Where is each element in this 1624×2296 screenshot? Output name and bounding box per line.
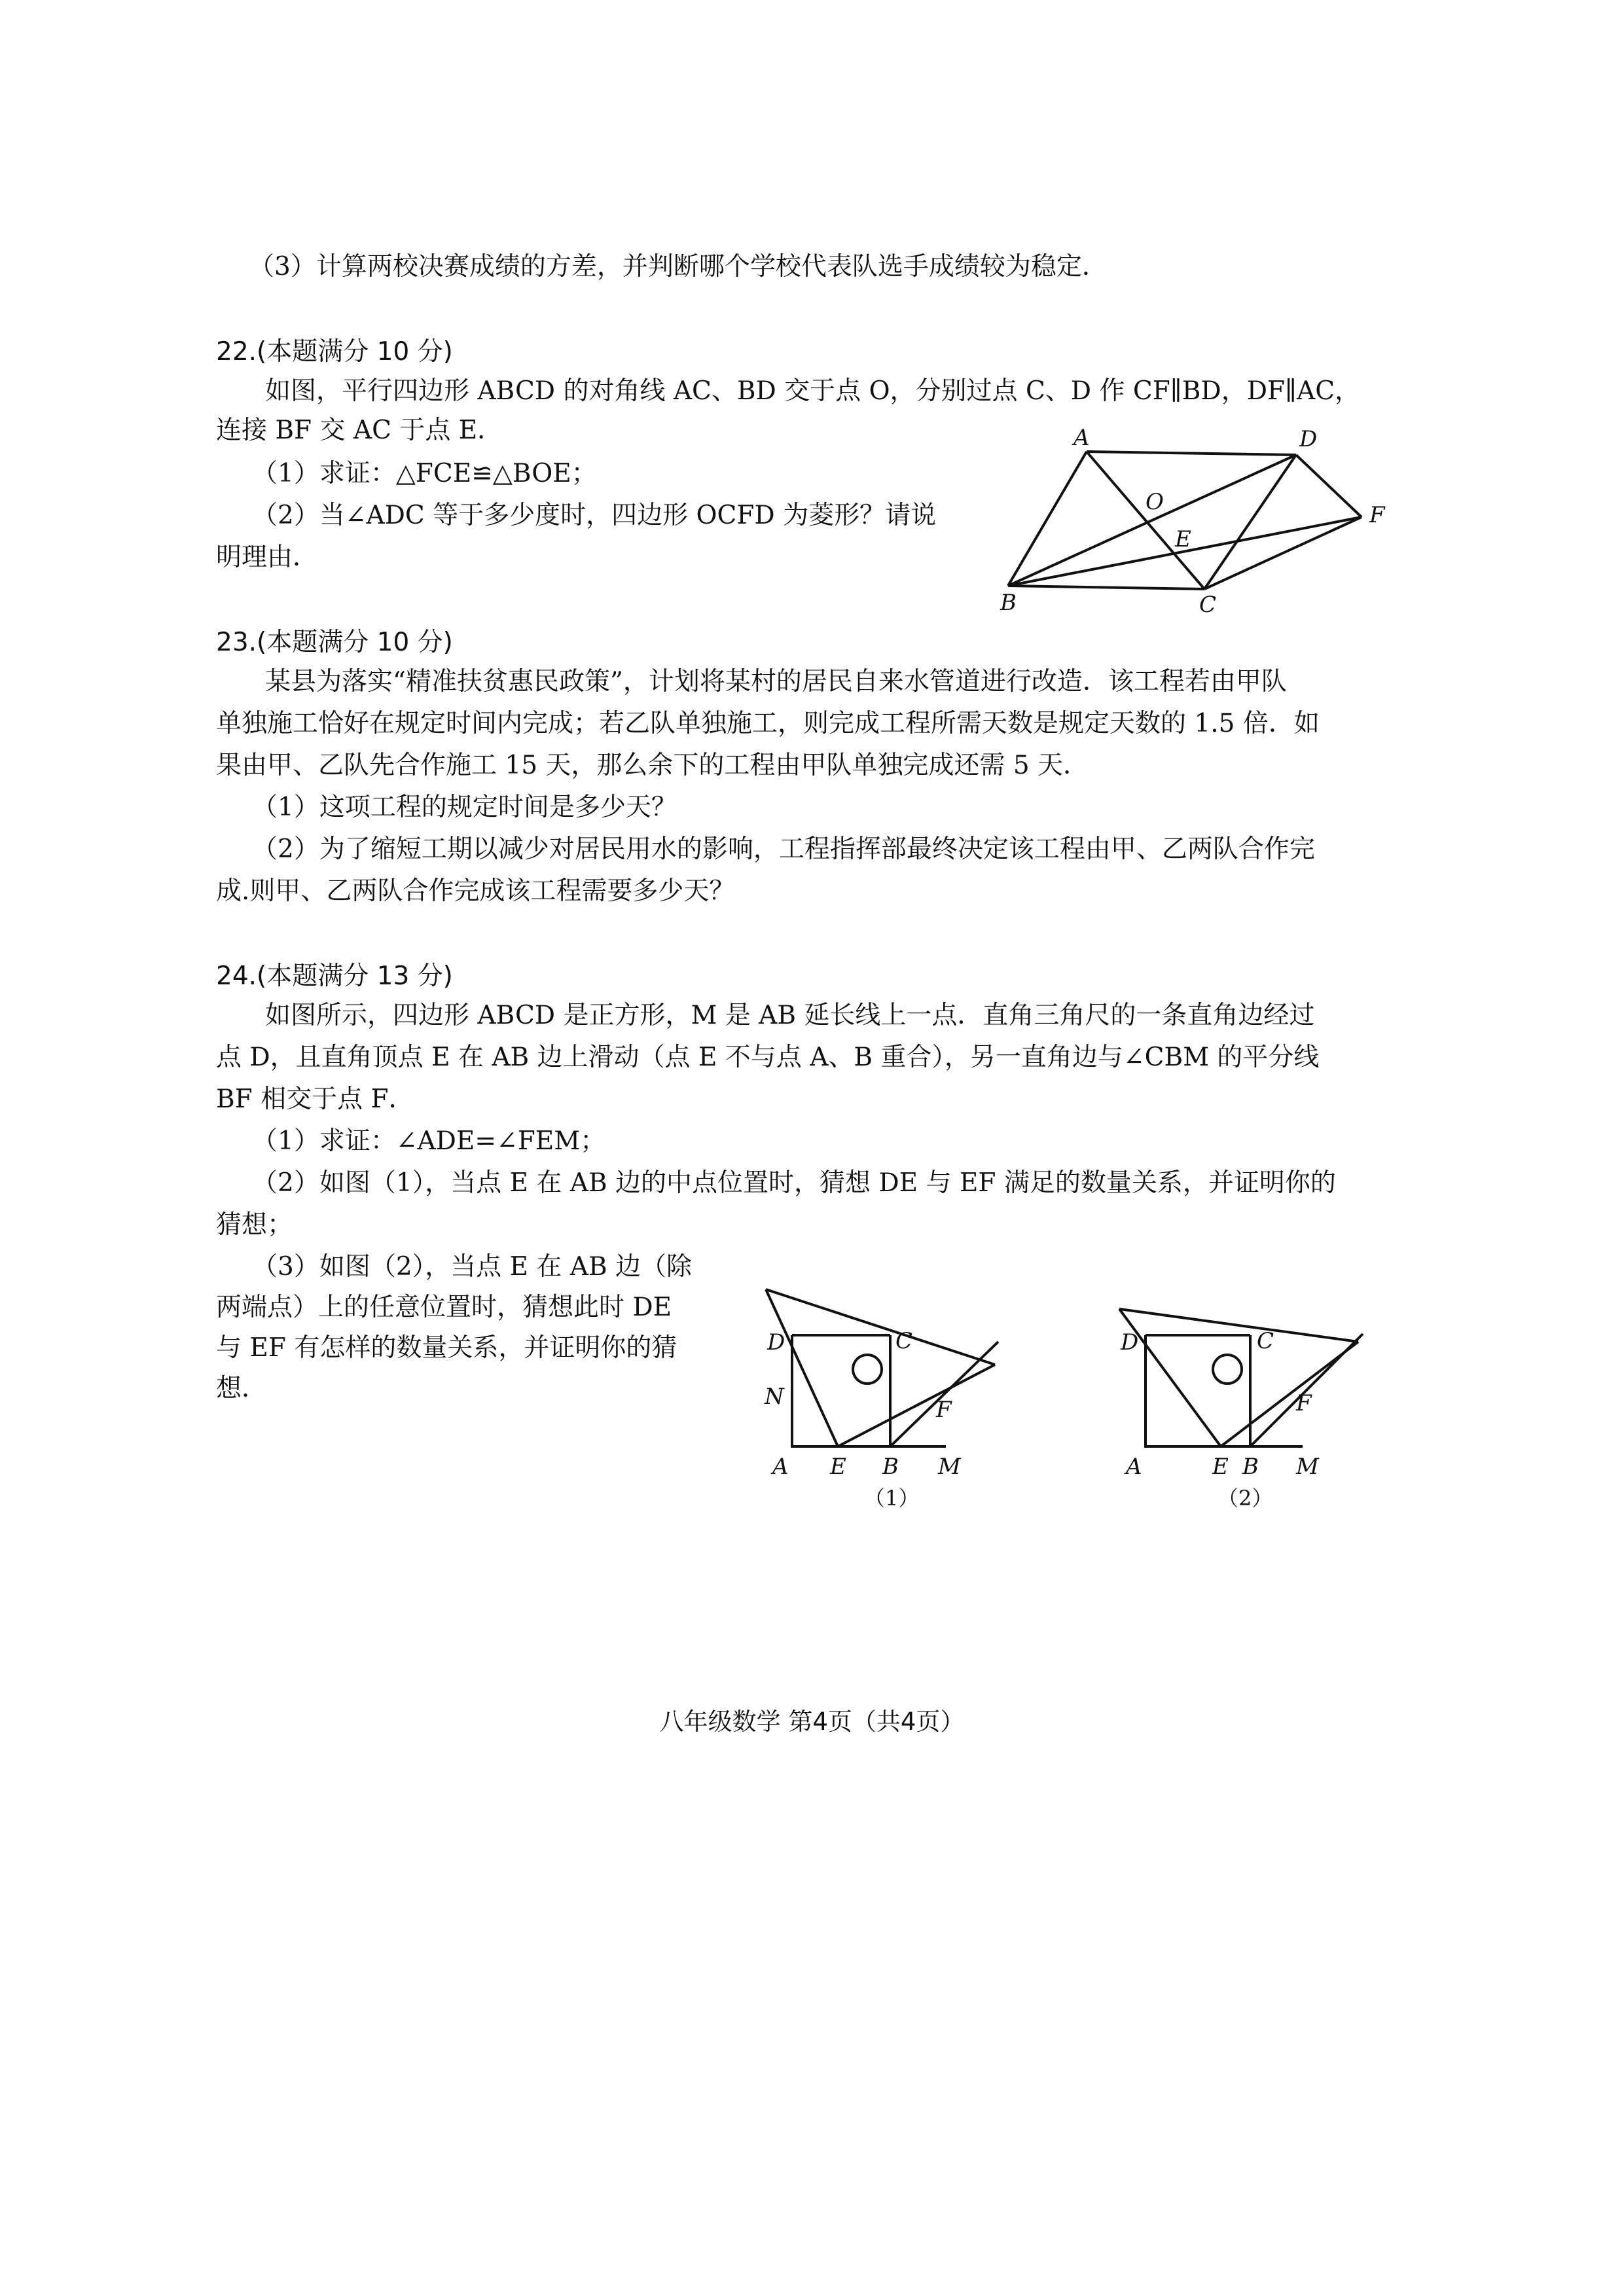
q24-stem-line2: 点 D，且直角顶点 E 在 AB 边上滑动（点 E 不与点 A、B 重合），另一直角边与∠CBM 的平分线 — [216, 1043, 1320, 1072]
q24-f1-label-N: N — [765, 1384, 784, 1410]
q24-f2-caption: （2） — [1218, 1486, 1273, 1511]
q21-part3: （3）计算两校决赛成绩的方差，并判断哪个学校代表队选手成绩较为稳定． — [249, 252, 1108, 281]
q24-figure-2 — [1106, 1276, 1381, 1525]
q23-part1: （1）这项工程的规定时间是多少天？ — [252, 793, 677, 822]
q24-f2-label-C: C — [1257, 1328, 1274, 1354]
q22-label-F: F — [1369, 502, 1385, 528]
q24-part2-line2: 猜想； — [216, 1210, 293, 1240]
q23-part2-line2: 成.则甲、乙两队合作完成该工程需要多少天？ — [216, 876, 735, 906]
q24-f1-label-F: F — [936, 1397, 952, 1423]
q22-stem-line1: 如图，平行四边形 ABCD 的对角线 AC、BD 交于点 O，分别过点 C、D 作 CF∥BD，DF∥AC， — [265, 376, 1361, 406]
q23-stem-line1: 某县为落实“精准扶贫惠民政策”，计划将某村的居民自来水管道进行改造．该工程若由甲队 — [265, 667, 1287, 696]
q24-f2-label-E: E — [1212, 1454, 1229, 1480]
q22-parallelogram-figure — [988, 419, 1407, 622]
q24-part2-line1: （2）如图（1），当点 E 在 AB 边的中点位置时，猜想 DE 与 EF 满足的数量关系，并证明你的 — [252, 1168, 1336, 1198]
q24-part1: （1）求证：∠ADE=∠FEM； — [252, 1126, 606, 1156]
q22-title: 22.(本题满分 10 分) — [216, 337, 453, 367]
q24-part3-line3: 与 EF 有怎样的数量关系，并证明你的猜 — [216, 1333, 677, 1363]
q24-f2-label-B: B — [1242, 1454, 1259, 1480]
q22-label-O: O — [1146, 489, 1164, 515]
q22-label-D: D — [1299, 426, 1318, 452]
q22-label-A: A — [1074, 425, 1090, 451]
q24-f1-label-A: A — [772, 1454, 789, 1480]
q22-label-C: C — [1199, 592, 1217, 618]
q22-label-B: B — [1000, 590, 1017, 616]
q24-f1-label-B: B — [882, 1454, 899, 1480]
q23-stem-line2: 单独施工恰好在规定时间内完成；若乙队单独施工，则完成工程所需天数是规定天数的 1.5 倍．如 — [216, 709, 1320, 738]
page-footer: 八年级数学 第4页（共4页） — [659, 1708, 965, 1736]
q24-f1-label-C: C — [895, 1328, 913, 1354]
q22-stem-line2: 连接 BF 交 AC 于点 E． — [216, 416, 503, 445]
q24-stem-line3: BF 相交于点 F． — [216, 1085, 414, 1114]
q24-f2-label-D: D — [1121, 1329, 1139, 1355]
q24-f1-label-E: E — [830, 1454, 846, 1480]
q24-f2-label-M: M — [1296, 1454, 1319, 1480]
q24-f1-caption: （1） — [864, 1486, 920, 1511]
q22-part1: （1）求证：△FCE≌△BOE； — [252, 459, 597, 488]
q23-stem-line3: 果由甲、乙队先合作施工 15 天，那么余下的工程由甲队单独完成还需 5 天． — [216, 751, 1089, 780]
q24-f1-label-D: D — [767, 1329, 785, 1355]
q24-f2-label-A: A — [1126, 1454, 1142, 1480]
q23-part2-line1: （2）为了缩短工期以减少对居民用水的影响，工程指挥部最终决定该工程由甲、乙两队合作完 — [252, 834, 1315, 864]
q22-part2-line1: （2）当∠ADC 等于多少度时，四边形 OCFD 为菱形？请说 — [252, 501, 937, 530]
q23-title: 23.(本题满分 10 分) — [216, 628, 453, 657]
q24-f1-label-M: M — [938, 1454, 961, 1480]
q24-title: 24.(本题满分 13 分) — [216, 961, 453, 991]
q24-part3-line4: 想． — [216, 1374, 268, 1403]
q22-label-E: E — [1175, 526, 1191, 552]
q24-part3-line1: （3）如图（2），当点 E 在 AB 边（除 — [252, 1252, 693, 1282]
q24-f2-label-F: F — [1296, 1390, 1312, 1416]
q22-part2-line2: 明理由． — [216, 543, 319, 572]
q24-figure-1 — [753, 1276, 1028, 1525]
q24-part3-line2: 两端点）上的任意位置时，猜想此时 DE — [216, 1293, 672, 1322]
q24-stem-line1: 如图所示，四边形 ABCD 是正方形，M 是 AB 延长线上一点．直角三角尺的一条直角边经过 — [265, 1001, 1315, 1030]
